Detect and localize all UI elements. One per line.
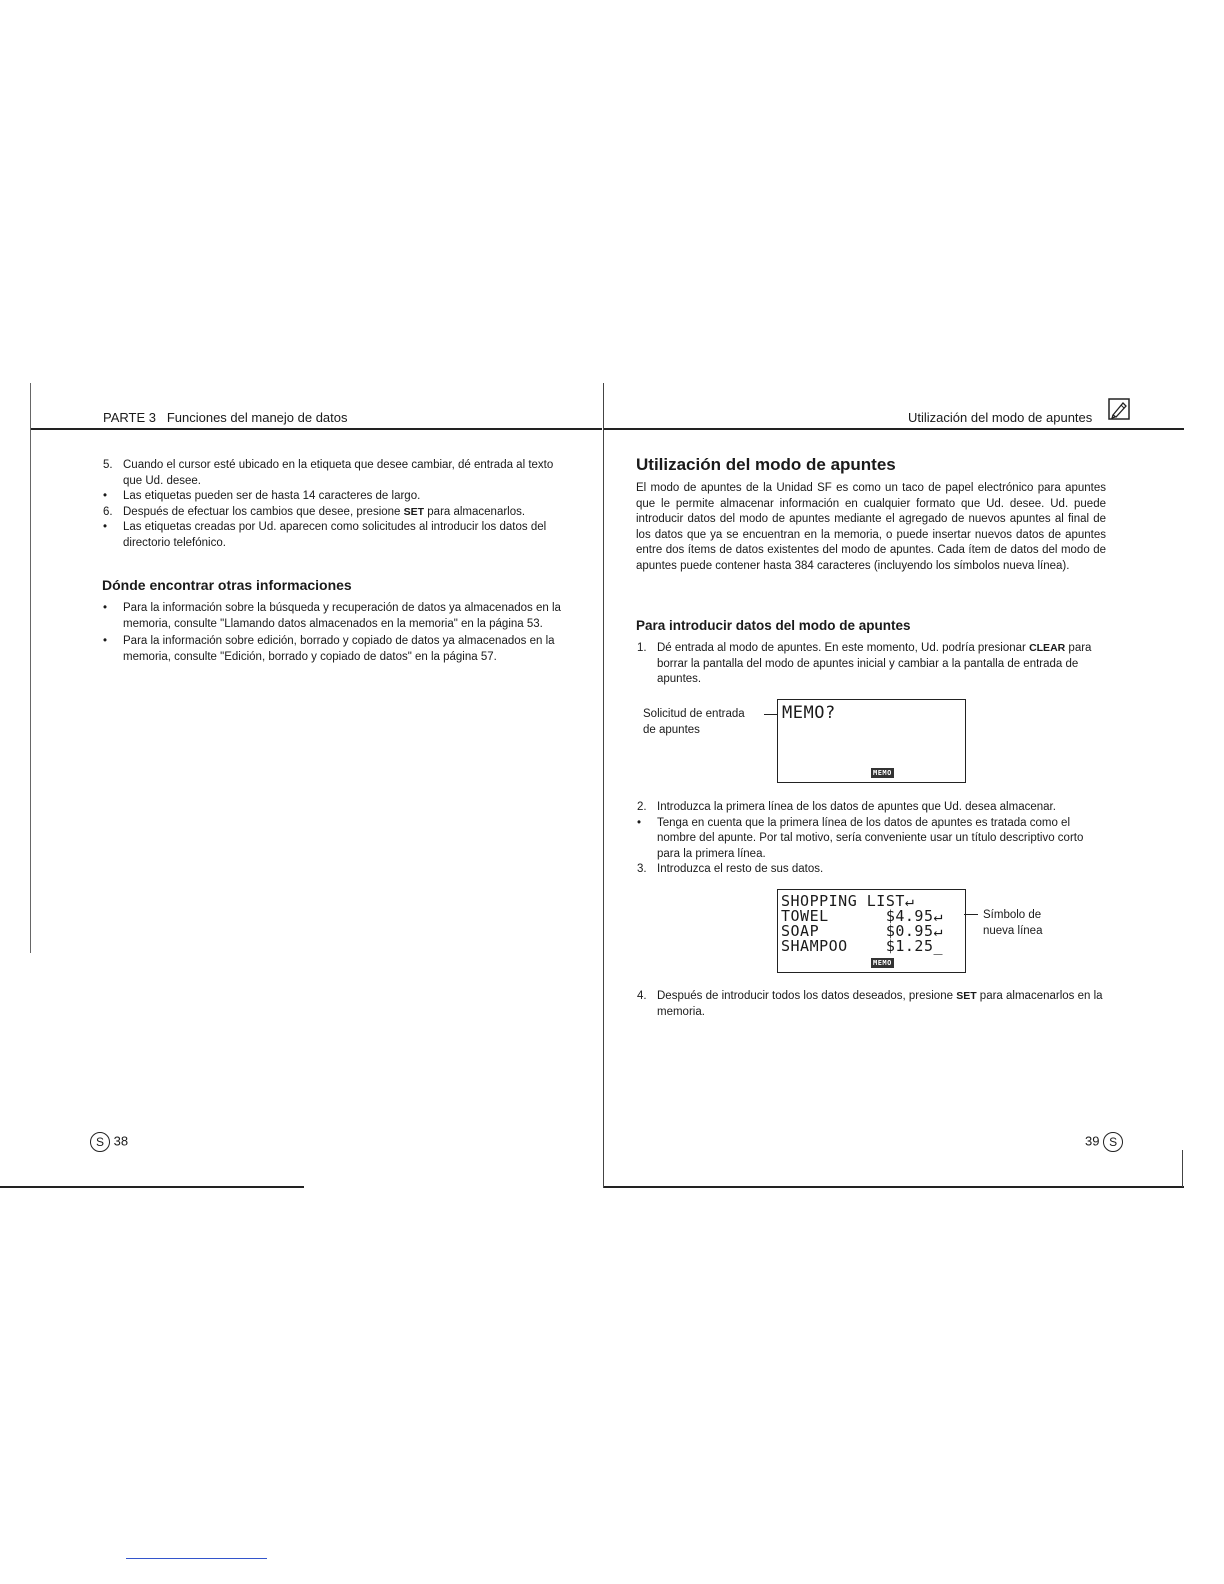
set-key-label-2: SET <box>956 990 977 1002</box>
step-2: 2. Introduzca la primera línea de los datos de apuntes que Ud. desea almacenar. <box>637 801 1056 813</box>
left-section-title: Dónde encontrar otras informaciones <box>102 577 352 593</box>
clear-key-label: CLEAR <box>1029 642 1066 654</box>
left-header <box>103 410 348 425</box>
lcd2-line-2: TOWEL $4.95↵ <box>781 907 944 925</box>
lcd-shopping-list-screen <box>777 889 966 973</box>
lcd2-leader-line <box>964 914 978 915</box>
right-subsection-title: Para introducir datos del modo de apuntes <box>636 618 911 633</box>
lcd1-mode-indicator: MEMO <box>873 769 892 777</box>
lcd1-leader-line <box>764 714 778 715</box>
left-bullets <box>103 601 573 665</box>
spanish-symbol-icon: S <box>90 1132 110 1152</box>
lcd2-line-4: SHAMPOO $1.25_ <box>781 937 944 955</box>
right-header-title: Utilización del modo de apuntes <box>908 410 1093 425</box>
bullet-edit-info: • Para la información sobre edición, borrado y copiado de datos ya almacenados en la memoria, consulte "Edición, borrado y copiado de datos" en la página 57. <box>103 635 555 663</box>
left-header-rule <box>30 428 602 430</box>
set-key-label: SET <box>403 505 425 518</box>
right-step-4: 4. Después de introducir todos los datos deseados, presione SET para almacenarlos en la memoria. <box>637 990 1103 1018</box>
lcd1-label: Solicitud de entrada de apuntes <box>643 708 745 736</box>
lcd1-line: MEMO? <box>782 703 836 723</box>
right-header-rule <box>604 428 1184 430</box>
lcd2-mode-indicator: MEMO <box>873 959 892 967</box>
right-edge-line <box>1182 1150 1183 1187</box>
lcd2-label: Símbolo de nueva línea <box>983 909 1043 937</box>
right-steps-mid <box>637 800 1107 878</box>
right-header <box>908 410 1092 425</box>
right-intro: El modo de apuntes de la Unidad SF es como un taco de papel electrónico para apuntes que le permite almacenar información en cualquier formato que Ud. desee. Ud. puede introducir datos del modo de apuntes mediante el agregado de nuevos apuntes al final de los datos que ya se encuentran en la memoria, o puede insertar nuevos datos de apuntes entre dos ítems de datos existentes del modo de apuntes. Cada ítem de datos del modo de apuntes puede contener hasta 384 caracteres (incluyendo los símbolos nueva línea). <box>636 482 1106 572</box>
lcd-memo-prompt-screen <box>777 699 966 783</box>
step-6-note: • Las etiquetas creadas por Ud. aparecen como solicitudes al introducir los datos del directorio telefónico. <box>103 521 547 549</box>
step-5-note: • Las etiquetas pueden ser de hasta 14 caracteres de largo. <box>103 490 421 502</box>
spanish-symbol-icon-right: S <box>1103 1132 1123 1152</box>
step-5: 5. Cuando el cursor esté ubicado en la etiqueta que desee cambiar, dé entrada al texto que Ud. desee. <box>103 459 554 487</box>
step-3: 3. Introduzca el resto de sus datos. <box>637 863 824 875</box>
pencil-memo-icon <box>1108 398 1130 420</box>
blue-link-underline <box>126 1558 267 1559</box>
right-main-title: Utilización del modo de apuntes <box>636 455 896 474</box>
lcd2-line-3: SOAP $0.95↵ <box>781 922 944 940</box>
left-steps <box>103 458 573 551</box>
step-2-note: • Tenga en cuenta que la primera línea de los datos de apuntes es tratada como el nombre del apunte. Por tal motivo, sería conveniente usar un título descriptivo corto para la primera línea. <box>637 816 1084 860</box>
left-edge-line <box>30 383 31 953</box>
right-step-1: 1. Dé entrada al modo de apuntes. En este momento, Ud. podría presionar CLEAR para borrar la pantalla del modo de apuntes inicial y cambiar a la pantalla de entrada de apuntes. <box>637 642 1092 685</box>
part-label: PARTE 3 <box>103 410 156 425</box>
center-gutter-line <box>603 383 604 1188</box>
step-6: 6. Después de efectuar los cambios que desee, presione SET para almacenarlos. <box>103 505 526 518</box>
right-page-number: 39 S <box>1085 1132 1123 1152</box>
left-bottom-rule <box>0 1186 304 1188</box>
bullet-search-info: • Para la información sobre la búsqueda y recuperación de datos ya almacenados en la memoria, consulte "Llamando datos almacenados en la memoria" en la página 53. <box>103 602 561 630</box>
right-bottom-rule <box>604 1186 1184 1188</box>
left-page-number: S 38 <box>90 1132 128 1152</box>
left-header-title: Funciones del manejo de datos <box>166 410 348 425</box>
lcd2-line-1: SHOPPING LIST↵ <box>781 892 915 910</box>
